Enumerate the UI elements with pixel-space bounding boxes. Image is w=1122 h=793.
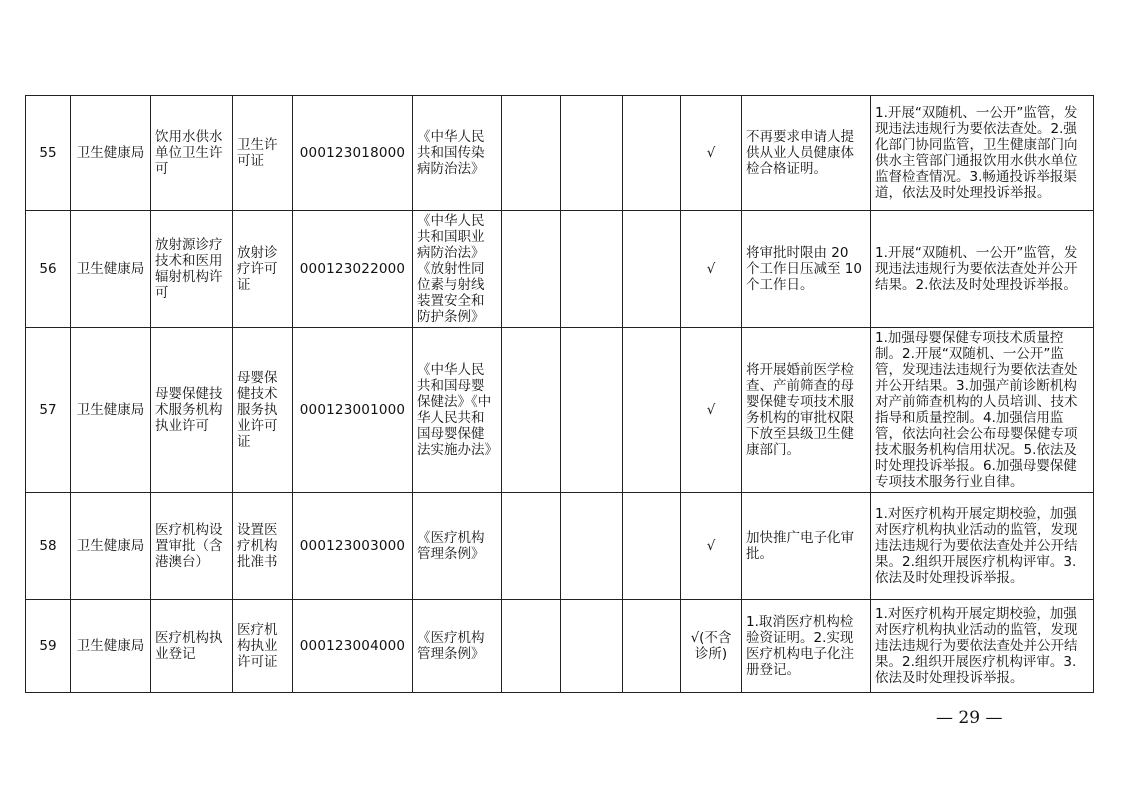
- reform-content-cell: 不再要求申请人提供从业人员健康体检合格证明。: [742, 96, 871, 211]
- item-name-cell: 母婴保健技术服务机构执业许可: [151, 328, 233, 493]
- blank-cell: [502, 96, 561, 211]
- row-number: 58: [26, 493, 71, 600]
- approval-items-table: [25, 95, 1094, 693]
- row-number: 55: [26, 96, 71, 211]
- certificate-cell: 放射诊疗许可证: [233, 211, 293, 328]
- check-mark-cell: √: [681, 493, 742, 600]
- table-row: [26, 328, 1094, 493]
- supervision-measures-cell: 1.开展“双随机、一公开”监管，发现违法违规行为要依法查处并公开结果。2.依法及时处理投诉举报。: [871, 211, 1094, 328]
- certificate-cell: 设置医疗机构批准书: [233, 493, 293, 600]
- item-code-cell: 000123003000: [293, 493, 413, 600]
- item-name-cell: 放射源诊疗技术和医用辐射机构许可: [151, 211, 233, 328]
- blank-cell: [623, 96, 681, 211]
- item-name-cell: 饮用水供水单位卫生许可: [151, 96, 233, 211]
- supervision-measures-cell: 1.对医疗机构开展定期校验，加强对医疗机构执业活动的监管，发现违法违规行为要依法查处并公开结果。2.组织开展医疗机构评审。3.依法及时处理投诉举报。: [871, 493, 1094, 600]
- supervision-measures-cell: 1.开展“双随机、一公开”监管，发现违法违规行为要依法查处。2.强化部门协同监管，卫生健康部门向供水主管部门通报饮用水供水单位监督检查情况。3.畅通投诉举报渠道，依法及时处理投诉举报。: [871, 96, 1094, 211]
- blank-cell: [502, 493, 561, 600]
- page-number: — 29 —: [936, 708, 1003, 728]
- reform-content-cell: 将开展婚前医学检查、产前筛查的母婴保健专项技术服务机构的审批权限下放至县级卫生健康部门。: [742, 328, 871, 493]
- item-name-cell: 医疗机构设置审批（含港澳台）: [151, 493, 233, 600]
- blank-cell: [561, 600, 623, 693]
- certificate-cell: 医疗机构执业许可证: [233, 600, 293, 693]
- legal-basis-cell: 《医疗机构管理条例》: [413, 600, 502, 693]
- item-code-cell: 000123001000: [293, 328, 413, 493]
- certificate-cell: 卫生许可证: [233, 96, 293, 211]
- supervision-measures-cell: 1.对医疗机构开展定期校验，加强对医疗机构执业活动的监管，发现违法违规行为要依法查处并公开结果。2.组织开展医疗机构评审。3.依法及时处理投诉举报。: [871, 600, 1094, 693]
- blank-cell: [623, 600, 681, 693]
- row-number: 56: [26, 211, 71, 328]
- legal-basis-cell: 《医疗机构管理条例》: [413, 493, 502, 600]
- item-name-cell: 医疗机构执业登记: [151, 600, 233, 693]
- table-row: [26, 493, 1094, 600]
- blank-cell: [561, 96, 623, 211]
- department-cell: 卫生健康局: [71, 96, 151, 211]
- blank-cell: [623, 211, 681, 328]
- reform-content-cell: 将审批时限由 20 个工作日压减至 10 个工作日。: [742, 211, 871, 328]
- blank-cell: [561, 328, 623, 493]
- reform-content-cell: 1.取消医疗机构检验资证明。2.实现医疗机构电子化注册登记。: [742, 600, 871, 693]
- blank-cell: [561, 493, 623, 600]
- department-cell: 卫生健康局: [71, 328, 151, 493]
- reform-content-cell: 加快推广电子化审批。: [742, 493, 871, 600]
- legal-basis-cell: 《中华人民共和国传染病防治法》: [413, 96, 502, 211]
- item-code-cell: 000123004000: [293, 600, 413, 693]
- legal-basis-cell: 《中华人民共和国职业病防治法》《放射性同位素与射线装置安全和防护条例》: [413, 211, 502, 328]
- row-number: 59: [26, 600, 71, 693]
- certificate-cell: 母婴保健技术服务执业许可证: [233, 328, 293, 493]
- blank-cell: [502, 211, 561, 328]
- table-row: [26, 211, 1094, 328]
- check-mark-cell: √: [681, 211, 742, 328]
- blank-cell: [623, 328, 681, 493]
- table-row: [26, 96, 1094, 211]
- item-code-cell: 000123018000: [293, 96, 413, 211]
- department-cell: 卫生健康局: [71, 211, 151, 328]
- blank-cell: [502, 600, 561, 693]
- supervision-measures-cell: 1.加强母婴保健专项技术质量控制。2.开展“双随机、一公开”监管，发现违法违规行为要依法查处并公开结果。3.加强产前诊断机构对产前筛查机构的人员培训、技术指导和质量控制。4.加强信用监管，依法向社会公布母婴保健专项技术服务机构信用状况。5.依法及时处理投诉举报。6.加强母婴保健专项技术服务行业自律。: [871, 328, 1094, 493]
- blank-cell: [502, 328, 561, 493]
- blank-cell: [561, 211, 623, 328]
- check-mark-cell: √(不含诊所): [681, 600, 742, 693]
- check-mark-cell: √: [681, 96, 742, 211]
- legal-basis-cell: 《中华人民共和国母婴保健法》《中华人民共和国母婴保健法实施办法》: [413, 328, 502, 493]
- department-cell: 卫生健康局: [71, 600, 151, 693]
- department-cell: 卫生健康局: [71, 493, 151, 600]
- table-row: [26, 600, 1094, 693]
- item-code-cell: 000123022000: [293, 211, 413, 328]
- blank-cell: [623, 493, 681, 600]
- row-number: 57: [26, 328, 71, 493]
- check-mark-cell: √: [681, 328, 742, 493]
